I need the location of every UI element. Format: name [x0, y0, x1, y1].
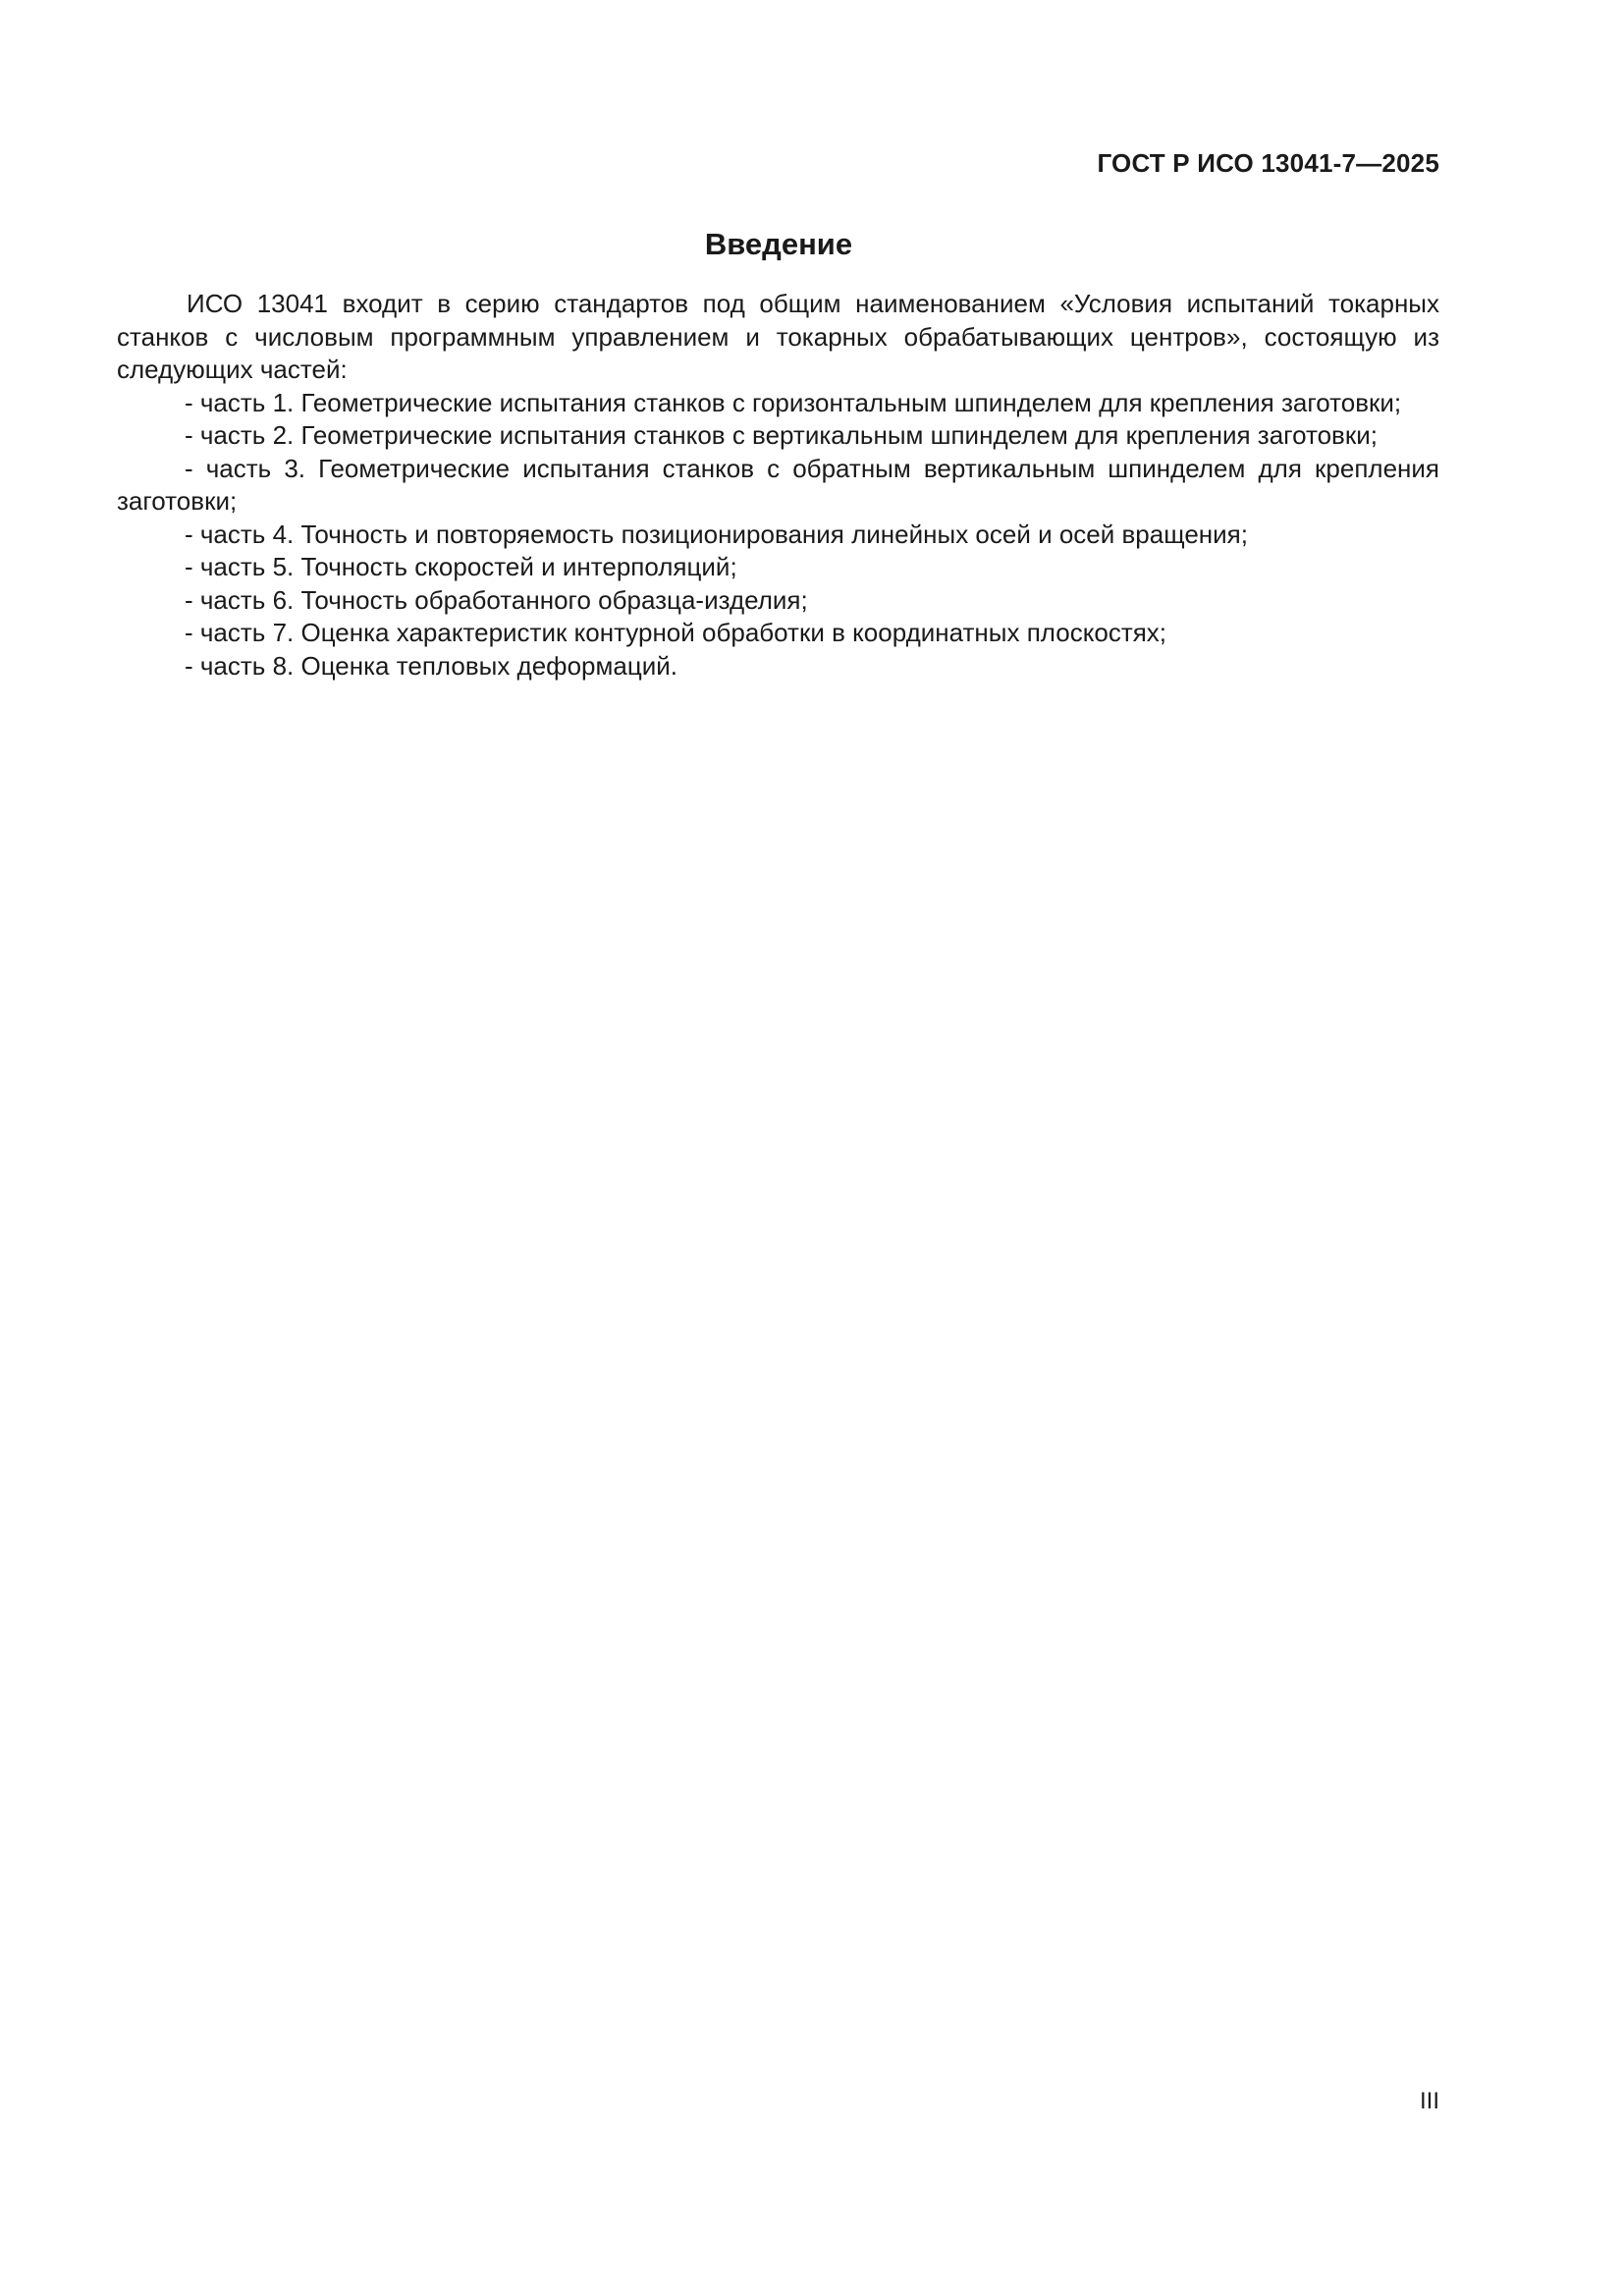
page-number: III	[1419, 2088, 1439, 2114]
list-item: - часть 4. Точность и повторяемость позиционирования линейных осей и осей вращения;	[185, 519, 1248, 549]
document-body	[117, 288, 1439, 683]
document-code: ГОСТ Р ИСО 13041-7—2025	[1097, 148, 1439, 178]
list-item: - часть 2. Геометрические испытания станков с вертикальным шпинделем для крепления заготовки;	[185, 420, 1378, 450]
list-item: - часть 5. Точность скоростей и интерполяций;	[185, 552, 737, 581]
list-item: - часть 8. Оценка тепловых деформаций.	[185, 650, 677, 681]
list-item: - часть 3. Геометрические испытания станков с обратным вертикальным шпинделем для крепления заготовки;	[117, 453, 1439, 516]
section-title: Введение	[704, 227, 853, 261]
list-item: - часть 7. Оценка характеристик контурной обработки в координатных плоскостях;	[185, 618, 1167, 647]
intro-paragraph: ИСО 13041 входит в серию стандартов под общим наименованием «Условия испытаний токарных станков с числовым программным управлением и токарных обрабатывающих центров», состоящую из следующих частей:	[117, 289, 1439, 384]
list-item: - часть 6. Точность обработанного образца-изделия;	[185, 584, 808, 615]
list-item: - часть 1. Геометрические испытания станков с горизонтальным шпинделем для крепления заготовки;	[185, 387, 1402, 417]
parts-list	[117, 387, 1439, 683]
